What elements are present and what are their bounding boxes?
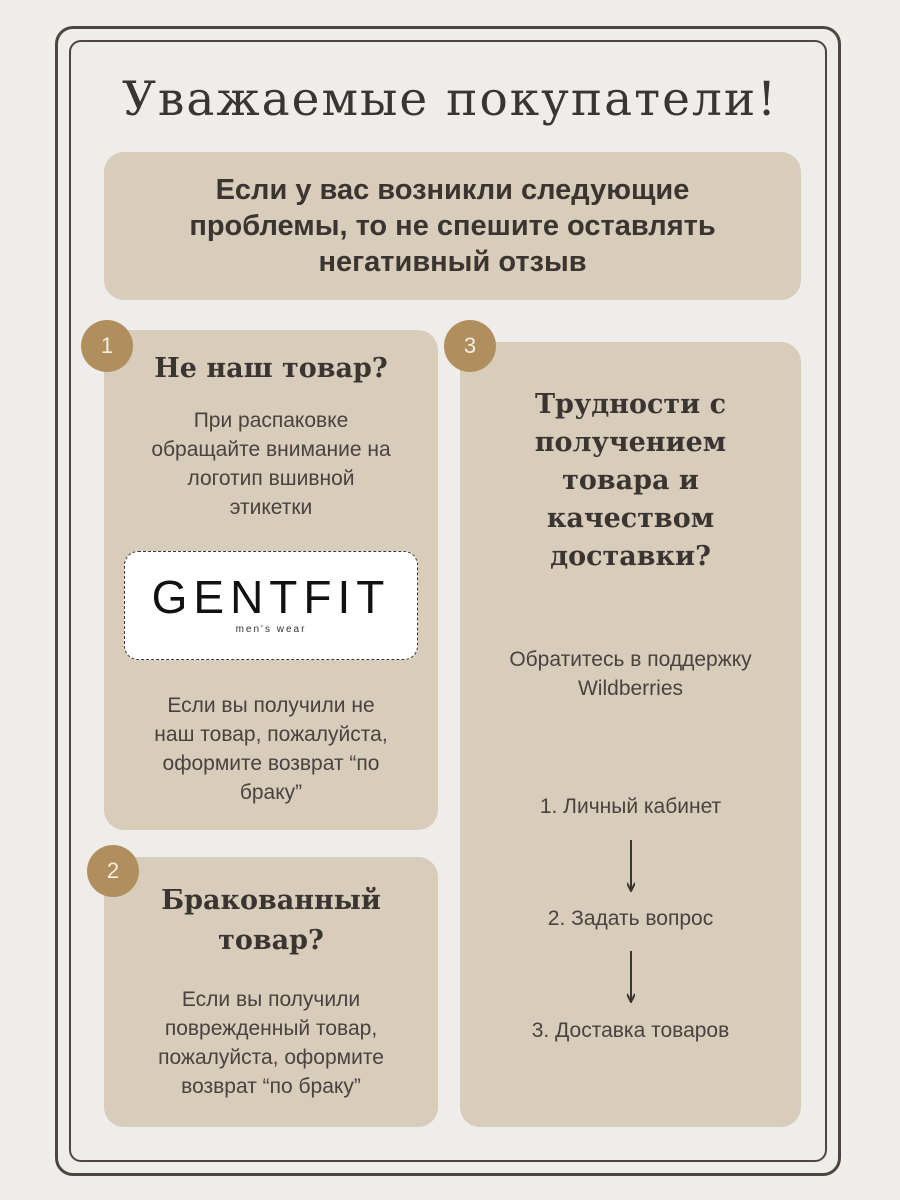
card1-intro: При распаковке обращайте внимание на логотип вшивной этикетки: [151, 409, 391, 519]
card1-heading: Не наш товар?: [154, 353, 388, 384]
card-defective-product: [104, 857, 438, 1127]
brand-logo-text: GENTFIT: [151, 571, 391, 623]
card-delivery-issues: [460, 342, 801, 1127]
card3-heading: Трудности с получением товара и качеством доставки?: [534, 389, 727, 572]
arrow-down-icon: [627, 951, 635, 1003]
step-ask-question: 2. Задать вопрос: [547, 907, 714, 930]
card2-text: Если вы получили поврежденный товар, пожалуйста, оформите возврат “по браку”: [158, 988, 384, 1098]
brand-logo-tagline: men's wear: [235, 624, 307, 635]
brand-logo-label: [124, 551, 418, 660]
step-goods-delivery: 3. Доставка товаров: [531, 1019, 730, 1042]
badge-1: 1: [81, 320, 133, 372]
page-title: Уважаемые покупатели!: [121, 72, 779, 127]
banner-text: Если у вас возникли следующие проблемы, то не спешите оставлять негативный отзыв: [189, 174, 716, 278]
badge-3: 3: [444, 320, 496, 372]
card2-heading: Бракованный товар?: [161, 885, 381, 956]
step-personal-account: 1. Личный кабинет: [539, 795, 722, 818]
arrow-down-icon: [627, 840, 635, 892]
card1-outro: Если вы получили не наш товар, пожалуйста, оформите возврат “по браку”: [154, 694, 388, 804]
intro-banner: [104, 152, 801, 300]
badge-2: 2: [87, 845, 139, 897]
card3-support-text: Обратитесь в поддержку Wildberries: [509, 648, 752, 700]
card-not-our-product: [104, 330, 438, 830]
